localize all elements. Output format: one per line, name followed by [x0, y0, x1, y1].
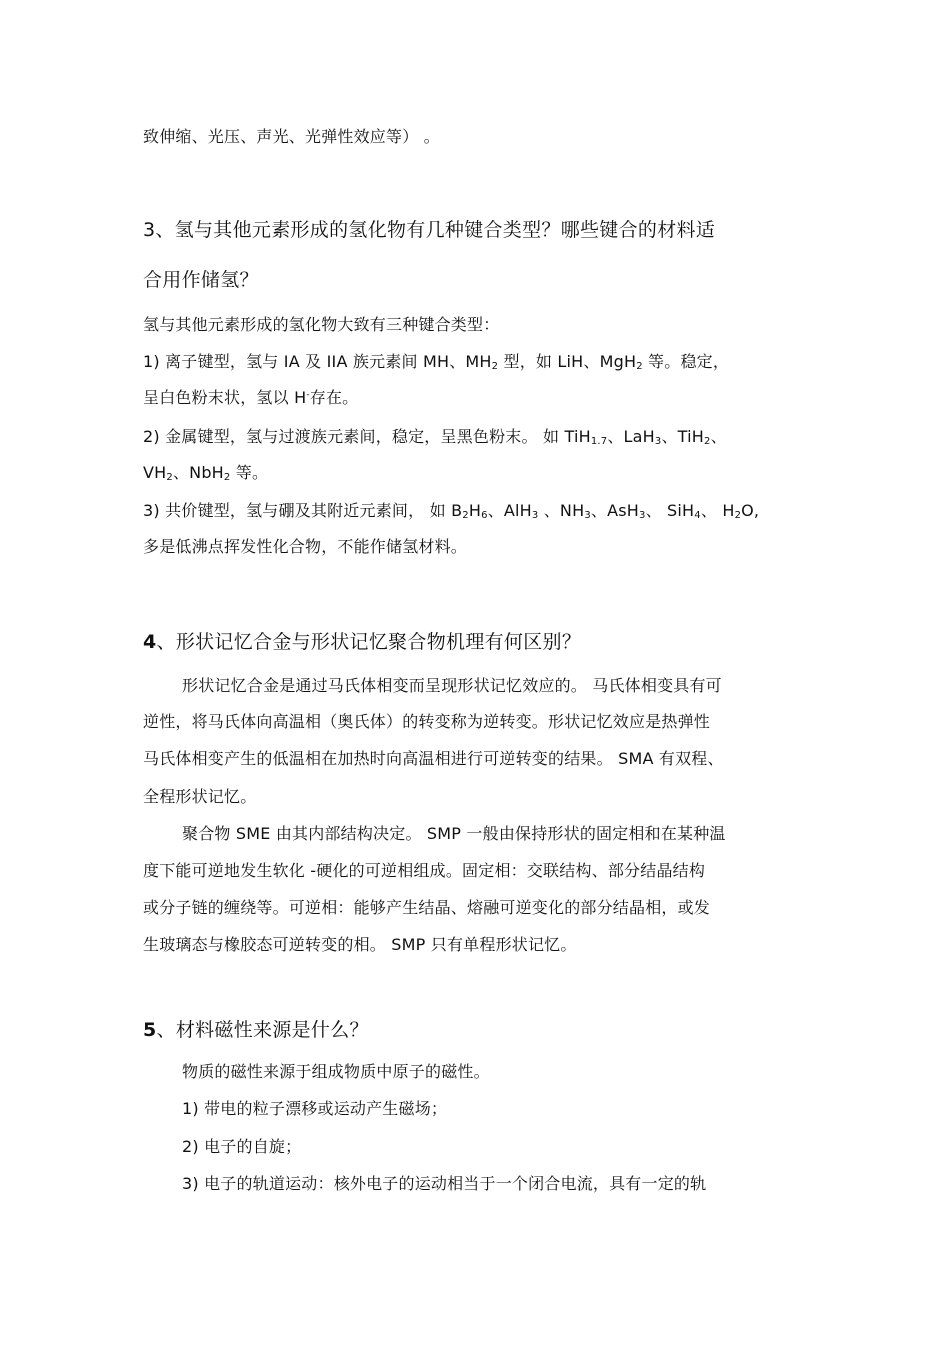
answer-3-item-3-cont: 多是低沸点挥发性化合物，不能作储氢材料。 [143, 537, 468, 556]
answer-4-line: 马氏体相变产生的低温相在加热时向高温相进行可逆转变的结果。 SMA 有双程、 [143, 749, 724, 768]
answer-5-line: 物质的磁性来源于组成物质中原子的磁性。 [182, 1062, 490, 1081]
answer-3-item-1: 1) 离子键型，氢与 IA 及 IIA 族元素间 MH、$MH_2$ 型，如 LiH、MgH$_2$ 等。稳定， [143, 352, 730, 372]
answer-5-item-1: 1) 带电的粒子漂移或运动产生磁场； [182, 1099, 448, 1118]
answer-4-line: 形状记忆合金是通过马氏体相变而呈现形状记忆效应的。 马氏体相变具有可 [182, 676, 722, 695]
question-3-heading-cont: 合用作储氢？ [143, 269, 259, 291]
answer-4-line: 度下能可逆地发生软化 -硬化的可逆相组成。固定相：交联结构、部分结晶结构 [143, 861, 706, 880]
answer-3-item-3: 3) 共价键型，氢与硼及其附近元素间， 如 $B_2H_6$、AlH$_3$ 、$NH_3$、AsH$_3$、 SiH$_4$、 $H_2O$, [143, 501, 760, 521]
answer-5-item-3: 3) 电子的轨道运动：核外电子的运动相当于一个闭合电流，具有一定的轨 [182, 1174, 707, 1193]
answer-3-item-1-cont: 呈白色粉末状，氢以 H-存在。 [143, 388, 359, 407]
answer-5-item-2: 2) 电子的自旋； [182, 1137, 302, 1156]
question-4-heading: 4、形状记忆合金与形状记忆聚合物机理有何区别？ [143, 631, 582, 653]
answer-4-line: 或分子链的缠绕等。可逆相：能够产生结晶、熔融可逆变化的部分结晶相，或发 [143, 898, 711, 917]
answer-3-item-2-cont: $VH_2$、NbH$_2$ 等。 [143, 463, 269, 483]
answer-3-item-2: 2) 金属键型，氢与过渡族元素间，稳定，呈黑色粉末。 如 TiH$_{1.7}$、LaH$_3$、TiH$_2$、 [143, 427, 727, 447]
question-5-heading: 5、材料磁性来源是什么？ [143, 1019, 369, 1041]
text-line: 致伸缩、光压、声光、光弹性效应等） 。 [143, 127, 440, 146]
answer-4-line: 逆性，将马氏体向高温相（奥氏体）的转变称为逆转变。形状记忆效应是热弹性 [143, 712, 711, 731]
question-3-heading: 3、氢与其他元素形成的氢化物有几种键合类型？哪些键合的材料适 [143, 219, 716, 241]
answer-3-intro: 氢与其他元素形成的氢化物大致有三种键合类型： [143, 315, 500, 334]
answer-4-line: 聚合物 SME 由其内部结构决定。 SMP 一般由保持形状的固定相和在某种温 [182, 824, 726, 843]
answer-4-line: 生玻璃态与橡胶态可逆转变的相。 SMP 只有单程形状记忆。 [143, 935, 577, 954]
answer-4-line: 全程形状记忆。 [143, 787, 257, 806]
